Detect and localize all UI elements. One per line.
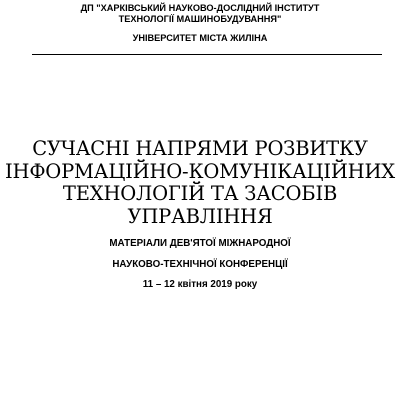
institute-name-line-1: ДП "ХАРКІВСЬКИЙ НАУКОВО-ДОСЛІДНИЙ ІНСТИТУТ [80, 3, 320, 13]
proceedings-line-2: НАУКОВО-ТЕХНІЧНОЇ КОНФЕРЕНЦІЇ [112, 258, 288, 270]
title-line-3: ТЕХНОЛОГІЙ ТА ЗАСОБІВ [62, 182, 338, 205]
proceedings-line-1: МАТЕРІАЛИ ДЕВ'ЯТОЇ МІЖНАРОДНОЇ [109, 238, 291, 249]
title-line-4: УПРАВЛІННЯ [127, 204, 273, 228]
title-line-2: ІНФОРМАЦІЙНО-КОМУНІКАЦІЙНИХ [5, 159, 395, 183]
conference-title [0, 138, 400, 228]
organizers-header [0, 3, 400, 44]
institute-name-line-2: ТЕХНОЛОГІЇ МАШИНОБУДУВАННЯ" [118, 14, 282, 24]
conference-subtitle [0, 238, 400, 300]
title-line-1: СУЧАСНІ НАПРЯМИ РОЗВИТКУ [32, 137, 368, 160]
header-divider [32, 54, 382, 55]
university-name: УНІВЕРСИТЕТ МІСТА ЖИЛІНА [132, 33, 268, 43]
conference-dates: 11 – 12 квітня 2019 року [142, 279, 258, 290]
